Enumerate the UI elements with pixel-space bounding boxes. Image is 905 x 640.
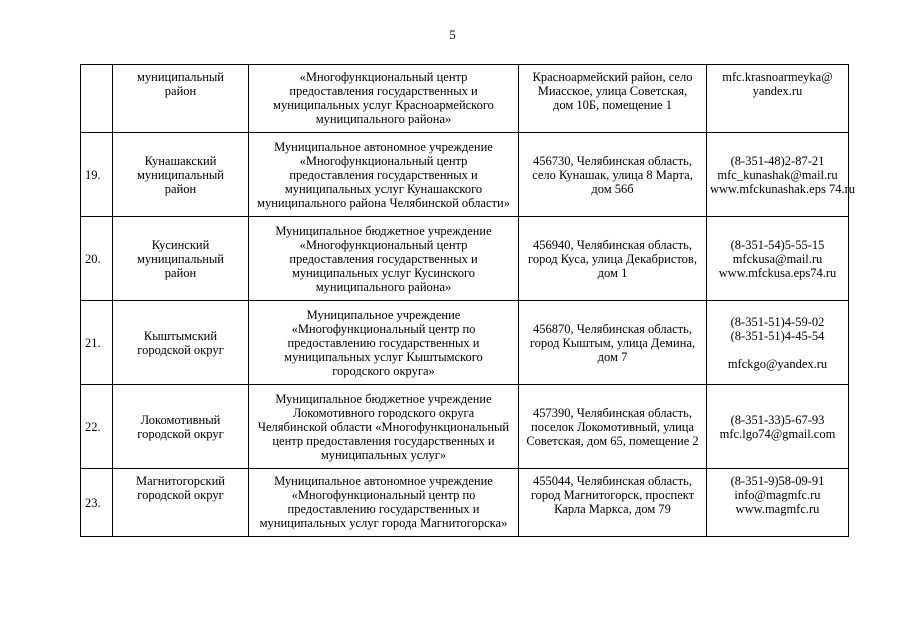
district-cell <box>113 133 249 217</box>
cell-text-line: муниципальный <box>137 251 224 266</box>
organization-cell <box>249 133 519 217</box>
cell-text-line: муниципальных услуг Кыштымского <box>284 349 483 364</box>
cell-text-line: городской округ <box>137 342 224 357</box>
mfc-table <box>80 64 855 537</box>
contacts-cell <box>707 65 849 133</box>
cell-text-line: муниципального района» <box>315 112 452 126</box>
cell-text-line: Красноармейский район, село <box>532 70 693 84</box>
cell-text-line: муниципальных услуг Красноармейского <box>273 98 494 112</box>
cell-text-line: предоставления государственных и <box>289 251 478 266</box>
cell-text-line: Муниципальное бюджетное учреждение <box>275 223 492 238</box>
cell-text-line: город Магнитогорск, проспект <box>530 488 695 502</box>
mfc-table-body <box>81 65 855 537</box>
cell-text-line: mfc.lgo74@gmail.com <box>719 426 836 441</box>
cell-text-line: Кунашакский <box>144 153 217 168</box>
cell-text-line: муниципальных услуг Кусинского <box>291 265 476 280</box>
cell-text-line: предоставлению государственных и <box>287 335 480 350</box>
district-cell <box>113 65 249 133</box>
cell-text-line: предоставления государственных и <box>289 167 478 182</box>
cell-text-line: муниципальных услуг» <box>320 447 447 462</box>
cell-text-line: «Многофункциональный центр по <box>291 321 476 336</box>
cell-text-line: центр предоставления государственных и <box>272 433 495 448</box>
organization-cell <box>249 301 519 385</box>
cell-text-line: муниципальных услуг Кунашакского <box>284 181 483 196</box>
cell-text-line: дом 7 <box>597 349 628 364</box>
organization-cell <box>249 217 519 301</box>
cell-text-line: mfckgo@yandex.ru <box>727 356 828 371</box>
cell-text-line: поселок Локомотивный, улица <box>531 419 694 434</box>
cell-text-line: 457390, Челябинская область, <box>533 405 692 420</box>
cell-text-line: «Многофункциональный центр <box>299 70 468 84</box>
organization-cell <box>249 469 519 537</box>
contacts-cell <box>707 133 855 217</box>
cell-text-line: 455044, Челябинская область, <box>533 474 692 488</box>
address-cell <box>519 469 707 537</box>
cell-text-line: Локомотивного городского округа <box>292 405 475 420</box>
cell-text-line: (8-351-51)4-45-54 <box>730 328 825 343</box>
cell-text-line: info@magmfc.ru <box>734 488 821 502</box>
cell-text-line: Магнитогорский <box>135 474 226 488</box>
cell-text-line: район <box>164 265 197 280</box>
cell-text-line: Локомотивный <box>140 412 221 427</box>
cell-text-line: муниципальный <box>137 167 224 182</box>
page-number: 5 <box>449 27 456 42</box>
cell-text-line: городской округ <box>137 426 224 441</box>
table-row <box>81 469 849 537</box>
address-cell <box>519 65 707 133</box>
row-number: 19. <box>81 133 113 217</box>
row-number: 23. <box>81 469 113 537</box>
cell-text-line: mfckusa@mail.ru <box>732 251 823 266</box>
cell-text-line: mfc.krasnoarmeyka@ <box>722 70 833 84</box>
cell-text-line: www.mfckusa.eps74.ru <box>718 265 837 280</box>
cell-text-line: Миасское, улица Советская, <box>537 84 688 98</box>
cell-text-line: Муниципальное учреждение <box>306 307 461 322</box>
cell-text-line: муниципального района Челябинской области» <box>257 195 510 210</box>
cell-text-line: www.mfckunashak.eps 74.ru <box>710 181 855 196</box>
address-cell <box>519 133 707 217</box>
cell-text-line: село Кунашак, улица 8 Марта, <box>532 167 693 182</box>
contacts-cell <box>707 385 849 469</box>
cell-text-line: муниципального района» <box>315 279 452 294</box>
cell-text-line: предоставления государственных и <box>289 84 478 98</box>
cell-text-line: город Кыштым, улица Демина, <box>529 335 696 350</box>
cell-text-line: (8-351-33)5-67-93 <box>730 412 825 427</box>
cell-text-line: Советская, дом 65, помещение 2 <box>526 433 699 448</box>
cell-text-line: (8-351-48)2-87-21 <box>730 153 825 168</box>
cell-text-line: Муниципальное бюджетное учреждение <box>275 391 492 406</box>
row-number: 20. <box>81 217 113 301</box>
cell-text-line: «Многофункциональный центр <box>299 237 468 252</box>
cell-text-line: Челябинской области «Многофункциональный <box>257 419 510 434</box>
district-cell <box>113 385 249 469</box>
cell-text-line: дом 56б <box>591 181 634 196</box>
row-number: 22. <box>81 385 113 469</box>
blank-line <box>710 343 845 357</box>
district-cell <box>113 469 249 537</box>
table-row <box>81 217 849 301</box>
organization-cell <box>249 65 519 133</box>
contacts-cell <box>707 469 849 537</box>
cell-text-line: городской округ <box>137 488 224 502</box>
district-cell <box>113 217 249 301</box>
cell-text-line: дом 1 <box>597 265 628 280</box>
cell-text-line: «Многофункциональный центр <box>299 153 468 168</box>
cell-text-line: предоставлению государственных и <box>287 502 480 516</box>
cell-text-line: 456940, Челябинская область, <box>533 237 692 252</box>
row-number: 21. <box>81 301 113 385</box>
district-cell <box>113 301 249 385</box>
address-cell <box>519 301 707 385</box>
cell-text-line: (8-351-54)5-55-15 <box>730 237 825 252</box>
cell-text-line: 456730, Челябинская область, <box>533 153 692 168</box>
organization-cell <box>249 385 519 469</box>
cell-text-line: mfc_kunashak@mail.ru <box>717 167 838 182</box>
table-row <box>81 65 849 133</box>
table-row <box>81 301 849 385</box>
cell-text-line: дом 10Б, помещение 1 <box>553 98 672 112</box>
cell-text-line: Муниципальное автономное учреждение <box>274 474 493 488</box>
cell-text-line: (8-351-9)58-09-91 <box>730 474 825 488</box>
cell-text-line: район <box>164 84 197 98</box>
address-cell <box>519 385 707 469</box>
cell-text-line: муниципальных услуг города Магнитогорска» <box>259 516 508 530</box>
table-row <box>81 133 849 217</box>
cell-text-line: Муниципальное автономное учреждение <box>274 139 493 154</box>
cell-text-line: район <box>164 181 197 196</box>
cell-text-line: город Куса, улица Декабристов, <box>528 251 697 266</box>
cell-text-line: www.magmfc.ru <box>735 502 820 516</box>
cell-text-line: Кусинский <box>151 237 210 252</box>
contacts-cell <box>707 217 849 301</box>
cell-text-line: городского округа» <box>332 363 435 378</box>
cell-text-line: Кыштымский <box>143 328 218 343</box>
cell-text-line: (8-351-51)4-59-02 <box>730 314 825 329</box>
cell-text-line: «Многофункциональный центр по <box>291 488 476 502</box>
cell-text-line: муниципальный <box>137 70 224 84</box>
table-row <box>81 385 849 469</box>
cell-text-line: 456870, Челябинская область, <box>533 321 692 336</box>
row-number <box>81 65 113 133</box>
contacts-cell <box>707 301 849 385</box>
address-cell <box>519 217 707 301</box>
cell-text-line: Карла Маркса, дом 79 <box>554 502 671 516</box>
cell-text-line: yandex.ru <box>752 84 803 98</box>
